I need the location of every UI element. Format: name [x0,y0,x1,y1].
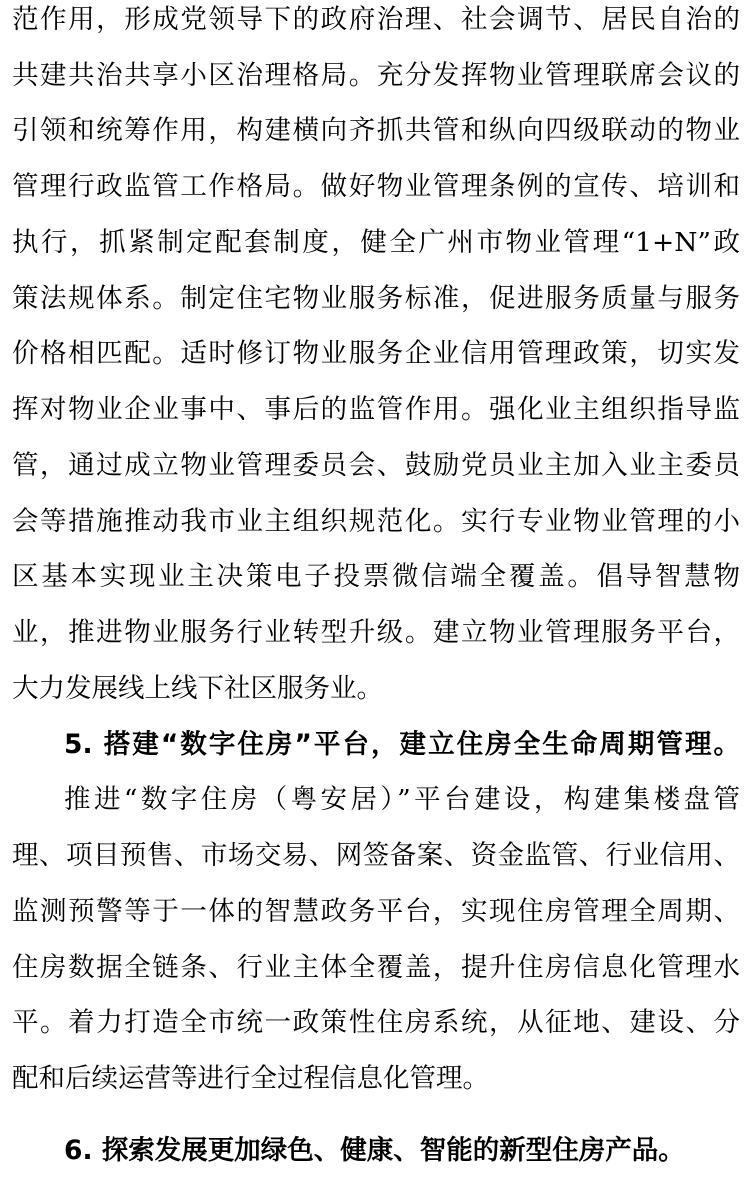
paragraph-1-line-6: 策法规体系。制定住宅物业服务标准，促进服务质量与服务 [12,283,740,314]
paragraph-1-line-9: 管，通过成立物业管理委员会、鼓励党员业主加入业主委员 [12,450,740,481]
paragraph-2-line-3: 监测预警等于一体的智慧政务平台，实现住房管理全周期、 [12,896,740,927]
paragraph-1-line-4: 管理行政监管工作格局。做好物业管理条例的宣传、培训和 [12,171,740,202]
paragraph-1-line-13: 大力发展线上线下社区服务业。 [12,673,383,704]
paragraph-1-line-8: 挥对物业企业事中、事后的监管作用。强化业主组织指导监 [12,394,740,425]
paragraph-1-line-12: 业，推进物业服务行业转型升级。建立物业管理服务平台， [12,617,740,648]
paragraph-2-line-2: 理、项目预售、市场交易、网签备案、资金监管、行业信用、 [12,840,740,871]
paragraph-2-line-5: 平。着力打造全市统一政策性住房系统，从征地、建设、分 [12,1007,740,1038]
paragraph-1-line-5: 执行，抓紧制定配套制度，健全广州市物业管理“1+N”政 [12,227,740,258]
paragraph-1-line-11: 区基本实现业主决策电子投票微信端全覆盖。倡导智慧物 [12,561,740,592]
paragraph-1-line-1: 范作用，形成党领导下的政府治理、社会调节、居民自治的 [12,4,740,35]
paragraph-2-line-4: 住房数据全链条、行业主体全覆盖，提升住房信息化管理水 [12,952,740,983]
section-heading-6: 6. 探索发展更加绿色、健康、智能的新型住房产品。 [64,1135,685,1166]
paragraph-1-line-2: 共建共治共享小区治理格局。充分发挥物业管理联席会议的 [12,60,740,91]
paragraph-1-line-7: 价格相匹配。适时修订物业服务企业信用管理政策，切实发 [12,338,740,369]
paragraph-1-line-10: 会等措施推动我市业主组织规范化。实行专业物业管理的小 [12,506,740,537]
section-heading-5: 5. 搭建“数字住房”平台，建立住房全生命周期管理。 [64,729,740,760]
paragraph-2-line-1: 推进“数字住房（粤安居）”平台建设，构建集楼盘管 [64,784,740,815]
paragraph-1-line-3: 引领和统筹作用，构建横向齐抓共管和纵向四级联动的物业 [12,115,740,146]
paragraph-2-line-6: 配和后续运营等进行全过程信息化管理。 [12,1063,489,1094]
